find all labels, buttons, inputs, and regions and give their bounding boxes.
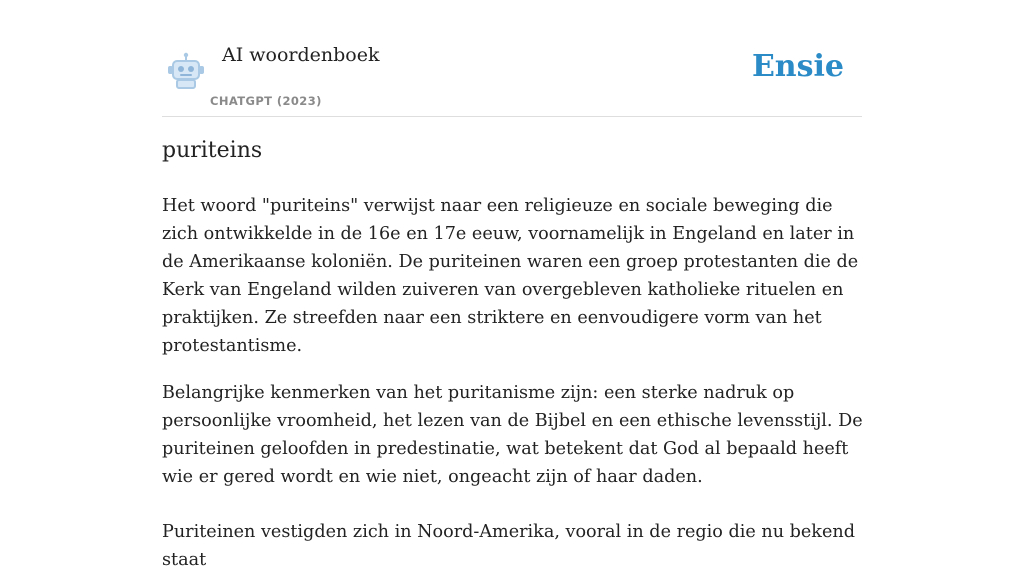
entry-paragraph: Belangrijke kenmerken van het puritanisme zijn: een sterke nadruk op persoonlijke vroomheid, het lezen van de Bijbel en een ethische levensstijl. De puriteinen geloofden in predestinatie, wat betekent dat God al bepaald heeft wie er gered wordt en wie niet, ongeacht zijn of haar daden. [162, 383, 863, 487]
robot-icon [165, 52, 207, 90]
dictionary-title[interactable]: AI woordenboek [222, 44, 380, 66]
entry-paragraph: Het woord "puriteins" verwijst naar een religieuze en sociale beweging die zich ontwikkelde in de 16e en 17e eeuw, voornamelijk in Engeland en later in de Amerikaanse koloniën. De puriteinen waren een groep protestanten die de Kerk van Engeland wilden zuiveren van overgebleven katholieke rituelen en praktijken. Ze streefden naar een striktere en eenvoudigere vorm van het protestantisme. [162, 196, 859, 356]
dictionary-header [162, 0, 862, 117]
entry-title: puriteins [162, 138, 263, 163]
entry-body [162, 192, 872, 574]
entry-paragraph: Puriteinen vestigden zich in Noord-Amerika, vooral in de regio die nu bekend staat [162, 522, 855, 570]
dictionary-source: CHATGPT (2023) [210, 94, 322, 108]
brand-logo[interactable]: Ensie [751, 49, 844, 84]
